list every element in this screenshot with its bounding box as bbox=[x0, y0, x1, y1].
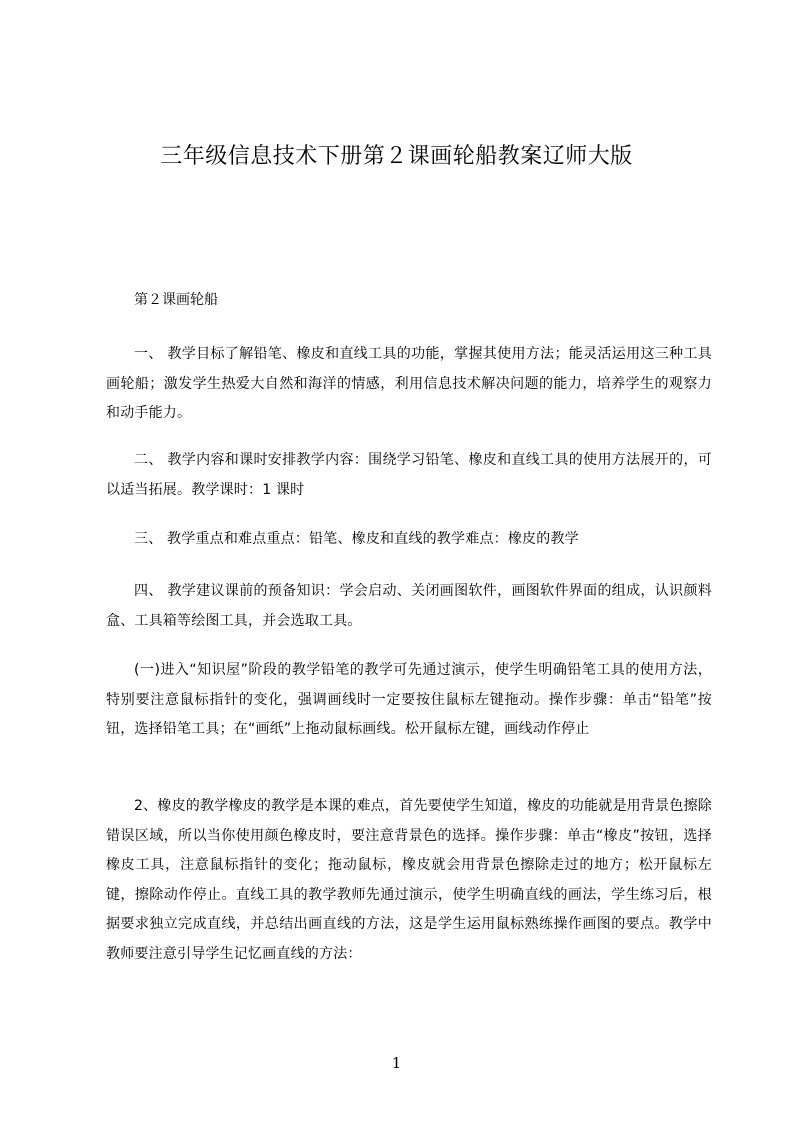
paragraph-eraser-teaching: 2、橡皮的教学橡皮的教学是本课的难点，首先要使学生知道，橡皮的功能就是用背景色擦除错误区域，所以当你使用颜色橡皮时，要注意背景色的选择。操作步骤：单击“橡皮”按钮，选择橡皮工具，注意鼠标指针的变化；拖动鼠标，橡皮就会用背景色擦除走过的地方；松开鼠标左键，擦除动作停止。直线工具的教学教师先通过演示，使学生明确直线的画法，学生练习后，根据要求独立完成直线，并总结出画直线的方法，这是学生运用鼠标熟练操作画图的要点。教学中教师要注意引导学生记忆画直线的方法： bbox=[106, 798, 712, 962]
paragraph-pencil-teaching: (一)进入“知识屋”阶段的教学铅笔的教学可先通过演示，使学生明确铅笔工具的使用方法，特别要注意鼠标指针的变化，强调画线时一定要按住鼠标左键拖动。操作步骤：单击“铅笔”按钮，选择铅笔工具；在“画纸”上拖动鼠标画线。松开鼠标左键，画线动作停止 bbox=[106, 662, 712, 737]
paragraph-teaching-suggestions: 四、 教学建议课前的预备知识：学会启动、关闭画图软件，画图软件界面的组成，认识颜料盒、工具箱等绘图工具，并会选取工具。 bbox=[106, 583, 712, 629]
paragraph-teaching-objectives: 一、 教学目标了解铅笔、橡皮和直线工具的功能，掌握其使用方法；能灵活运用这三种工具画轮船；激发学生热爱大自然和海洋的情感，利用信息技术解决问题的能力，培养学生的观察力和动手能力。 bbox=[106, 346, 712, 421]
lesson-heading: 第２课画轮船 bbox=[134, 292, 218, 308]
document-title: 三年级信息技术下册第２课画轮船教案辽师大版 bbox=[160, 144, 633, 169]
page-number: 1 bbox=[391, 1054, 402, 1072]
paragraph-key-points: 三、 教学重点和难点重点：铅笔、橡皮和直线的教学难点：橡皮的教学 bbox=[134, 531, 579, 547]
paragraph-teaching-content: 二、 教学内容和课时安排教学内容：围绕学习铅笔、橡皮和直线工具的使用方法展开的，可以适当拓展。教学课时：1 课时 bbox=[106, 452, 712, 498]
